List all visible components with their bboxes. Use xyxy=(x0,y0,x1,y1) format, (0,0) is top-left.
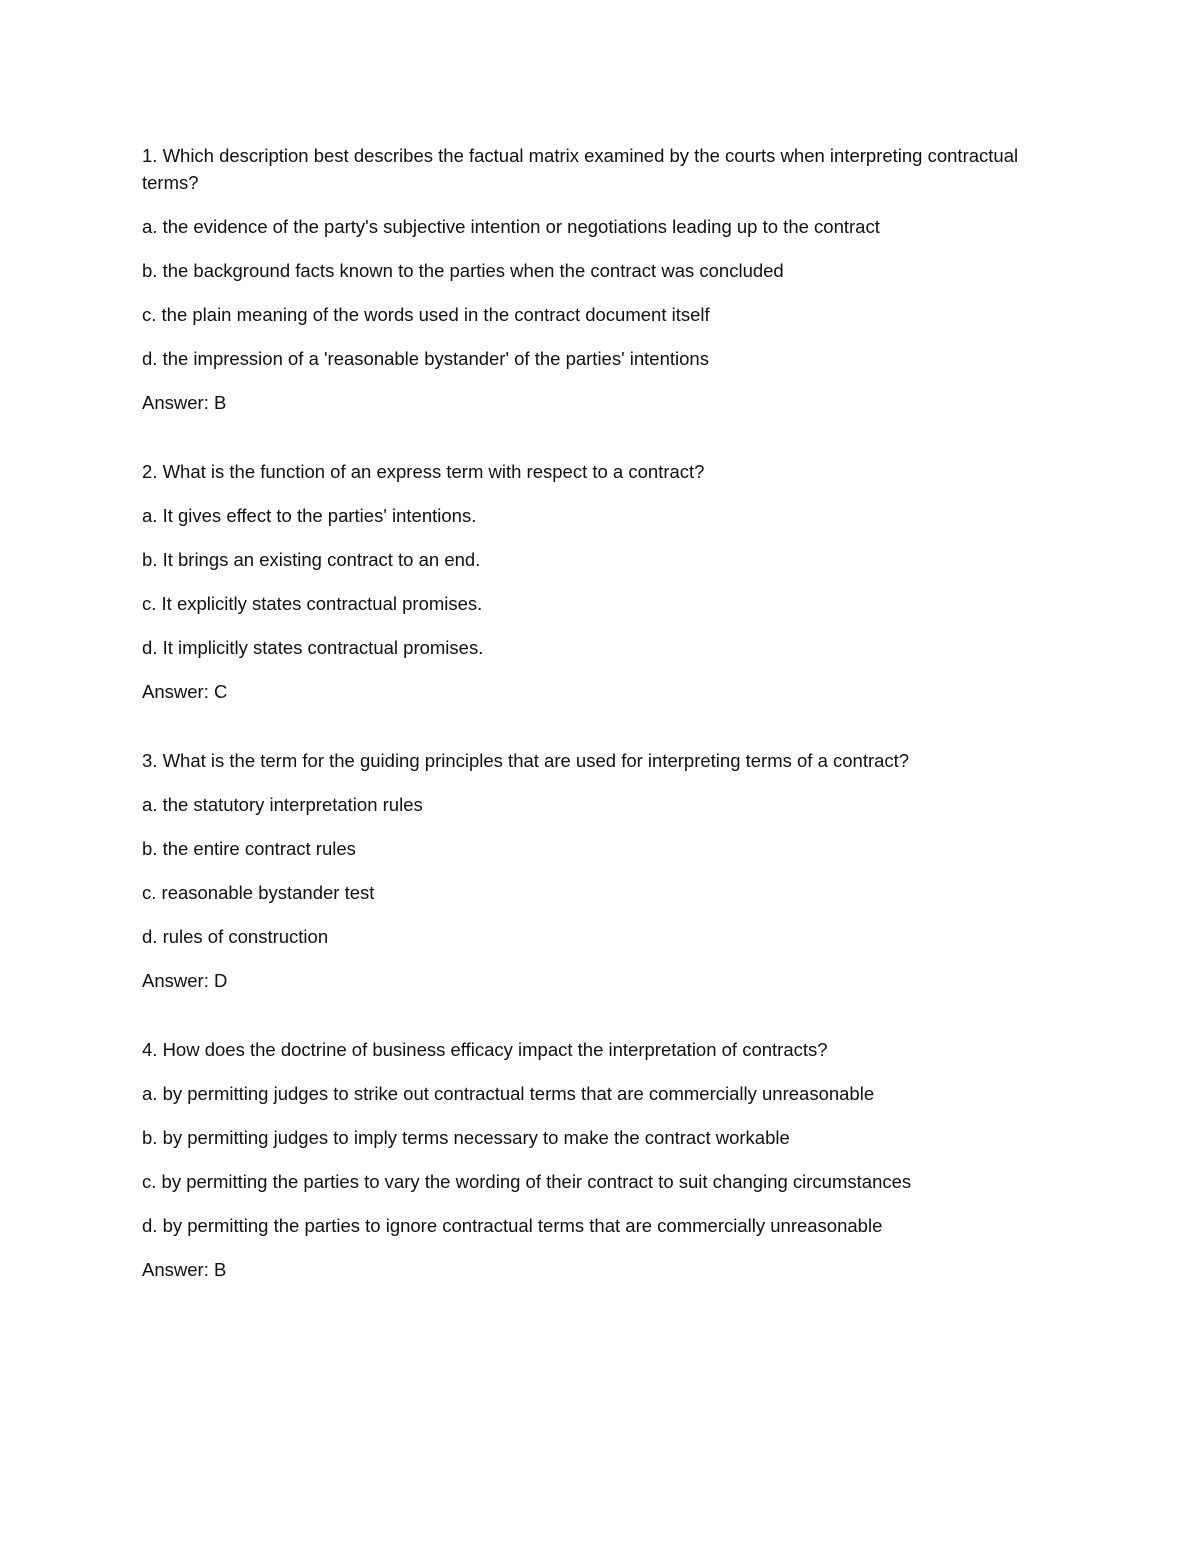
option-c: c. reasonable bystander test xyxy=(142,882,375,903)
option-a: a. the statutory interpretation rules xyxy=(142,794,423,815)
document-content xyxy=(142,142,1022,1283)
option-a: a. It gives effect to the parties' intentions. xyxy=(142,505,477,526)
option-d: d. by permitting the parties to ignore contractual terms that are commercially unreasonable xyxy=(142,1215,883,1236)
spacer xyxy=(142,705,1022,747)
answer-line: Answer: C xyxy=(142,681,228,702)
option-d: d. rules of construction xyxy=(142,926,329,947)
option-b: b. by permitting judges to imply terms necessary to make the contract workable xyxy=(142,1127,790,1148)
answer-line: Answer: B xyxy=(142,1259,227,1280)
question-3 xyxy=(142,747,1022,994)
question-stem: 2. What is the function of an express term with respect to a contract? xyxy=(142,461,705,482)
option-b: b. the entire contract rules xyxy=(142,838,356,859)
question-1 xyxy=(142,142,1022,416)
spacer xyxy=(142,994,1022,1036)
spacer xyxy=(142,416,1022,458)
option-a: a. by permitting judges to strike out contractual terms that are commercially unreasonable xyxy=(142,1083,875,1104)
question-stem: 4. How does the doctrine of business efficacy impact the interpretation of contracts? xyxy=(142,1039,828,1060)
option-b: b. It brings an existing contract to an end. xyxy=(142,549,481,570)
answer-line: Answer: D xyxy=(142,970,228,991)
option-d: d. the impression of a 'reasonable bystander' of the parties' intentions xyxy=(142,348,709,369)
option-c: c. by permitting the parties to vary the wording of their contract to suit changing circumstances xyxy=(142,1171,912,1192)
option-a: a. the evidence of the party's subjective intention or negotiations leading up to the contract xyxy=(142,216,880,237)
question-stem: 3. What is the term for the guiding principles that are used for interpreting terms of a contract? xyxy=(142,750,910,771)
question-stem: 1. Which description best describes the factual matrix examined by the courts when interpreting contractual terms? xyxy=(142,145,1019,193)
option-d: d. It implicitly states contractual promises. xyxy=(142,637,484,658)
question-4 xyxy=(142,1036,1022,1283)
option-c: c. the plain meaning of the words used in the contract document itself xyxy=(142,304,710,325)
option-c: c. It explicitly states contractual promises. xyxy=(142,593,483,614)
answer-line: Answer: B xyxy=(142,392,227,413)
question-2 xyxy=(142,458,1022,705)
option-b: b. the background facts known to the parties when the contract was concluded xyxy=(142,260,784,281)
